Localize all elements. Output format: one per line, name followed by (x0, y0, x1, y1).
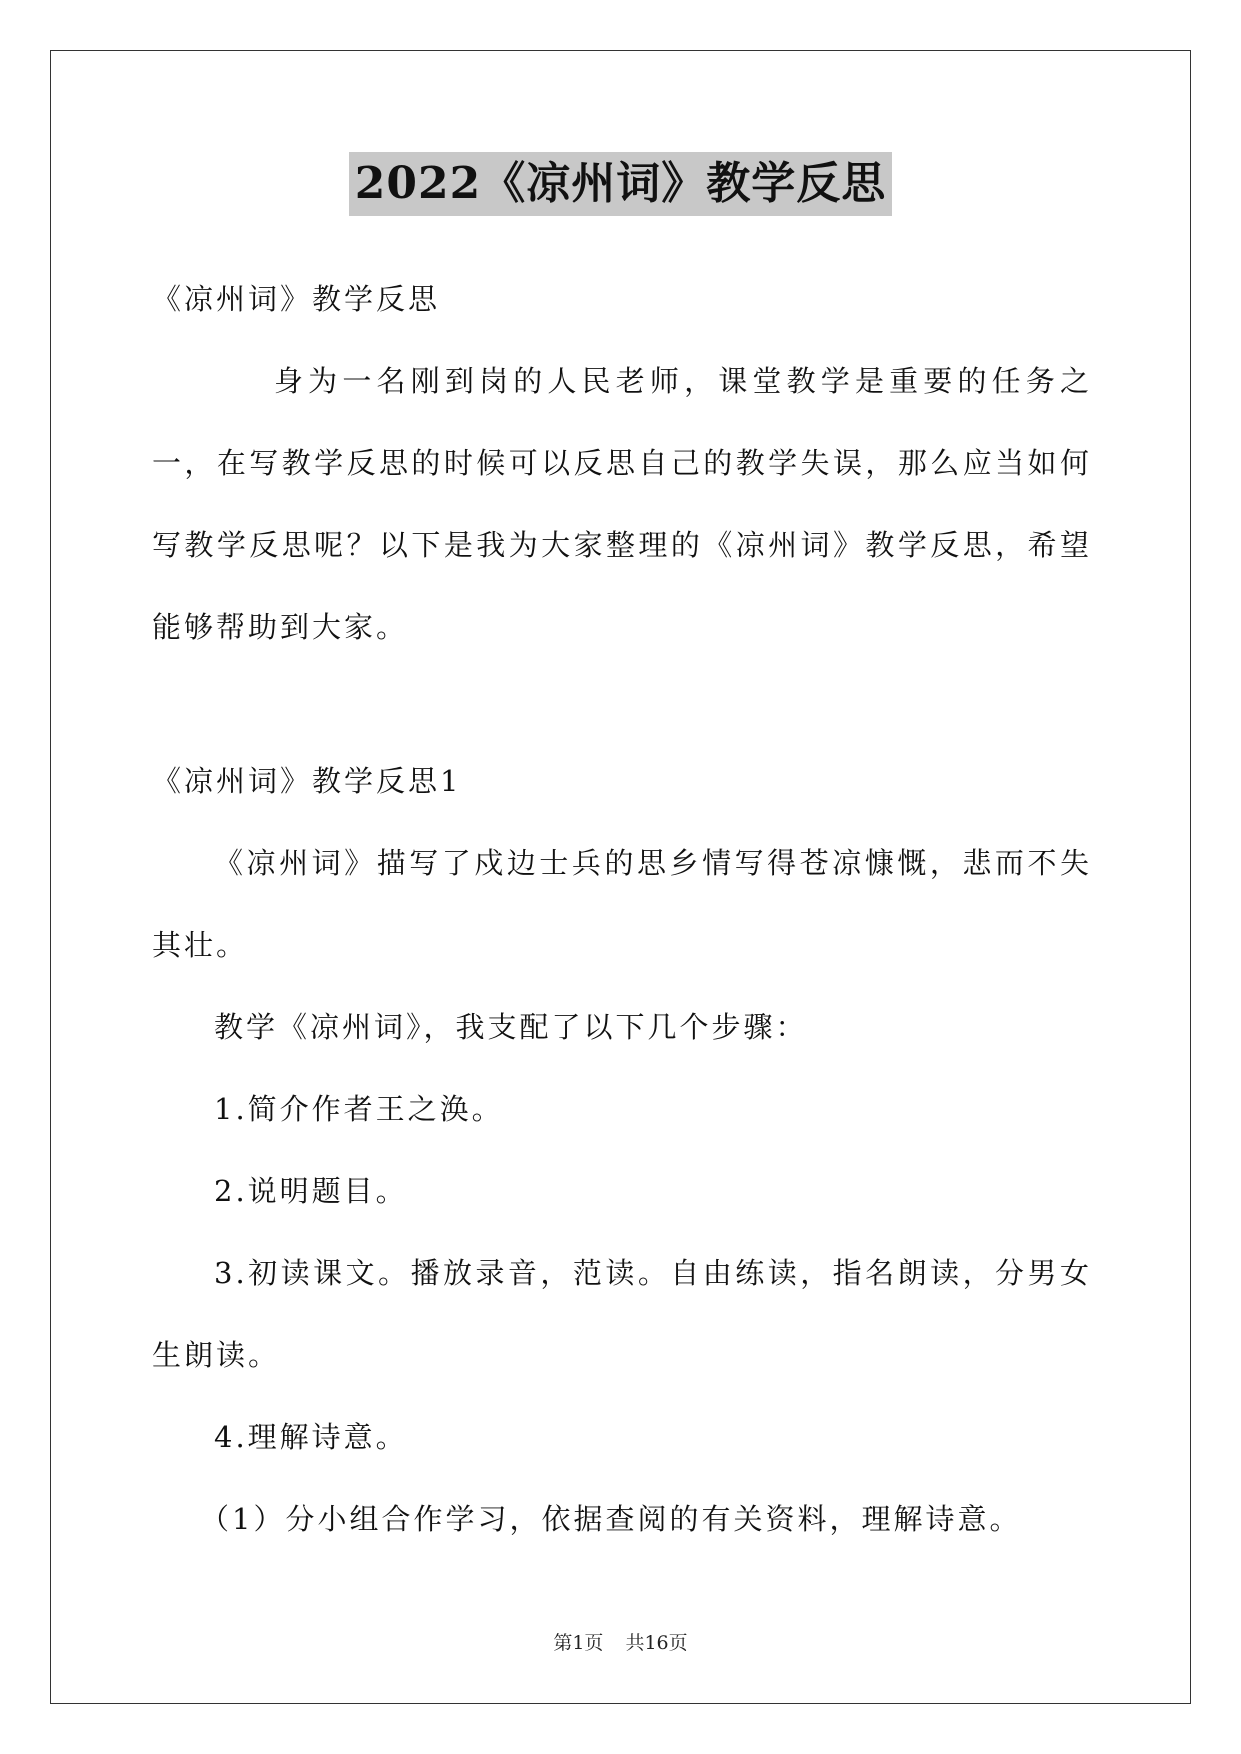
list-item: 1.简介作者王之涣。 (214, 1092, 504, 1126)
section-gap (152, 668, 1092, 740)
section-heading: 《凉州词》教学反思1 (152, 764, 462, 798)
list-item: 2.说明题目。 (214, 1174, 408, 1208)
list-item: 3.初读课文。播放录音，范读。自由练读，指名朗读，分男女生朗读。 (152, 1256, 1092, 1372)
page-footer (0, 1628, 1241, 1655)
body-paragraph: 教学《凉州词》，我支配了以下几个步骤： (214, 1010, 808, 1044)
document-subtitle: 《凉州词》教学反思 (152, 282, 441, 316)
list-item: 4.理解诗意。 (214, 1420, 408, 1454)
document-body (152, 258, 1092, 1560)
body-paragraph: 《凉州词》描写了戍边士兵的思乡情写得苍凉慷慨，悲而不失其壮。 (152, 846, 1092, 962)
document-title: 2022《凉州词》教学反思 (349, 152, 892, 216)
title-container (0, 152, 1241, 216)
intro-paragraph: 身为一名刚到岗的人民老师，课堂教学是重要的任务之一，在写教学反思的时候可以反思自己的教学失误，那么应当如何写教学反思呢？以下是我为大家整理的《凉州词》教学反思，希望能够帮助到大家。 (152, 364, 1092, 644)
sub-list-item: （1）分小组合作学习，依据查阅的有关资料，理解诗意。 (200, 1502, 1022, 1536)
page-number: 第1页 (553, 1632, 604, 1654)
page-total: 共16页 (625, 1632, 688, 1654)
